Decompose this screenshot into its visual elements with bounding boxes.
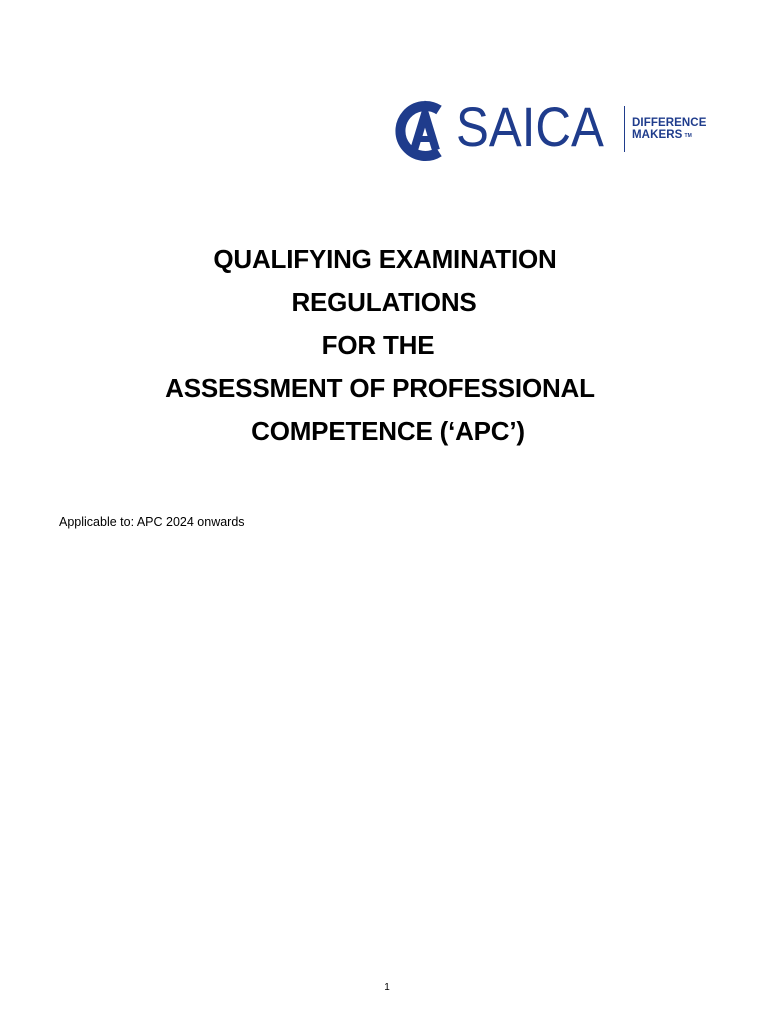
title-line-3: FOR THE: [321, 330, 435, 360]
saica-logo: [392, 95, 707, 162]
ca-monogram-icon: [392, 100, 454, 162]
logo-tagline: [632, 117, 706, 141]
page-number: 1: [384, 982, 390, 993]
applicability-note: Applicable to: APC 2024 onwards: [59, 515, 245, 529]
title-line-5: COMPETENCE (‘APC’): [251, 416, 525, 446]
trademark-mark: TM: [684, 133, 692, 139]
title-line-4: ASSESSMENT OF PROFESSIONAL: [165, 373, 595, 403]
title-line-1: QUALIFYING EXAMINATION: [213, 244, 557, 274]
logo-wordmark: SAICA: [456, 95, 604, 158]
title-line-2: REGULATIONS: [291, 287, 477, 317]
tagline-line2: MAKERS: [632, 129, 683, 141]
logo-divider: [624, 106, 625, 152]
tagline-line1: DIFFERENCE: [632, 117, 707, 129]
document-title: [0, 238, 770, 453]
